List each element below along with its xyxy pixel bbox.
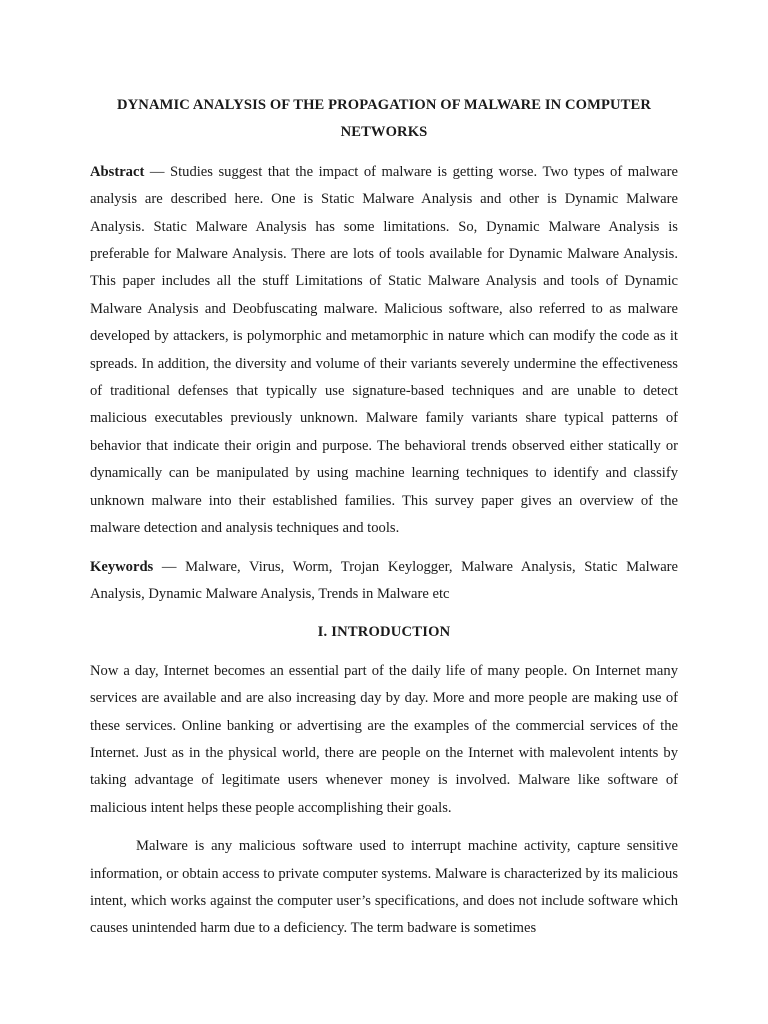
introduction-heading: I. INTRODUCTION xyxy=(317,624,451,641)
keywords-text: Malware, Virus, Worm, Trojan Keylogger, Malware Analysis, Static Malware Analysis, Dynamic Malware Analysis, Trends in Malware etc xyxy=(90,558,679,602)
abstract-paragraph xyxy=(90,159,678,543)
introduction-paragraph-2: Malware is any malicious software used to interrupt machine activity, capture sensitive information, or obtain access to private computer systems. Malware is characterized by its malicious intent, which works against the computer user’s specifications, and does not include software which causes unintended harm due to a deficiency. The term badware is sometimes xyxy=(90,838,678,937)
keywords-separator: — xyxy=(153,558,186,575)
paper-page xyxy=(90,92,678,954)
introduction-paragraph-1: Now a day, Internet becomes an essential part of the daily life of many people. On Internet many services are available and are also increasing day by day. More and more people are making use of these services. Online banking or advertising are the examples of the commercial services of the Internet. Just as in the physical world, there are people on the Internet with malevolent intents by taking advantage of legitimate users whenever money is involved. Malware like software of malicious intent helps these people accomplishing their goals. xyxy=(90,662,678,816)
abstract-text: Studies suggest that the impact of malware is getting worse. Two types of malware analysis are described here. One is Static Malware Analysis and other is Dynamic Malware Analysis. Static Malware Analysis has some limitations. So, Dynamic Malware Analysis is preferable for Malware Analysis. There are lots of tools available for Dynamic Malware Analysis. This paper includes all the stuff Limitations of Static Malware Analysis and tools of Dynamic Malware Analysis and Deobfuscating malware. Malicious software, also referred to as malware developed by attackers, is polymorphic and metamorphic in nature which can modify the code as it spreads. In addition, the diversity and volume of their variants severely undermine the effectiveness of traditional defenses that typically use signature-based techniques and are unable to detect malicious executables previously unknown. Malware family variants share typical patterns of behavior that indicate their origin and purpose. The behavioral trends observed either statically or dynamically can be manipulated by using machine learning techniques to identify and classify unknown malware into their established families. This survey paper gives an overview of the malware detection and analysis techniques and tools. xyxy=(90,163,678,537)
keywords-label: Keywords xyxy=(90,558,154,575)
abstract-label: Abstract xyxy=(90,163,145,180)
keywords-paragraph xyxy=(90,554,678,609)
abstract-separator: — xyxy=(144,163,170,180)
paper-title: DYNAMIC ANALYSIS OF THE PROPAGATION OF MALWARE IN COMPUTER NETWORKS xyxy=(117,97,651,141)
